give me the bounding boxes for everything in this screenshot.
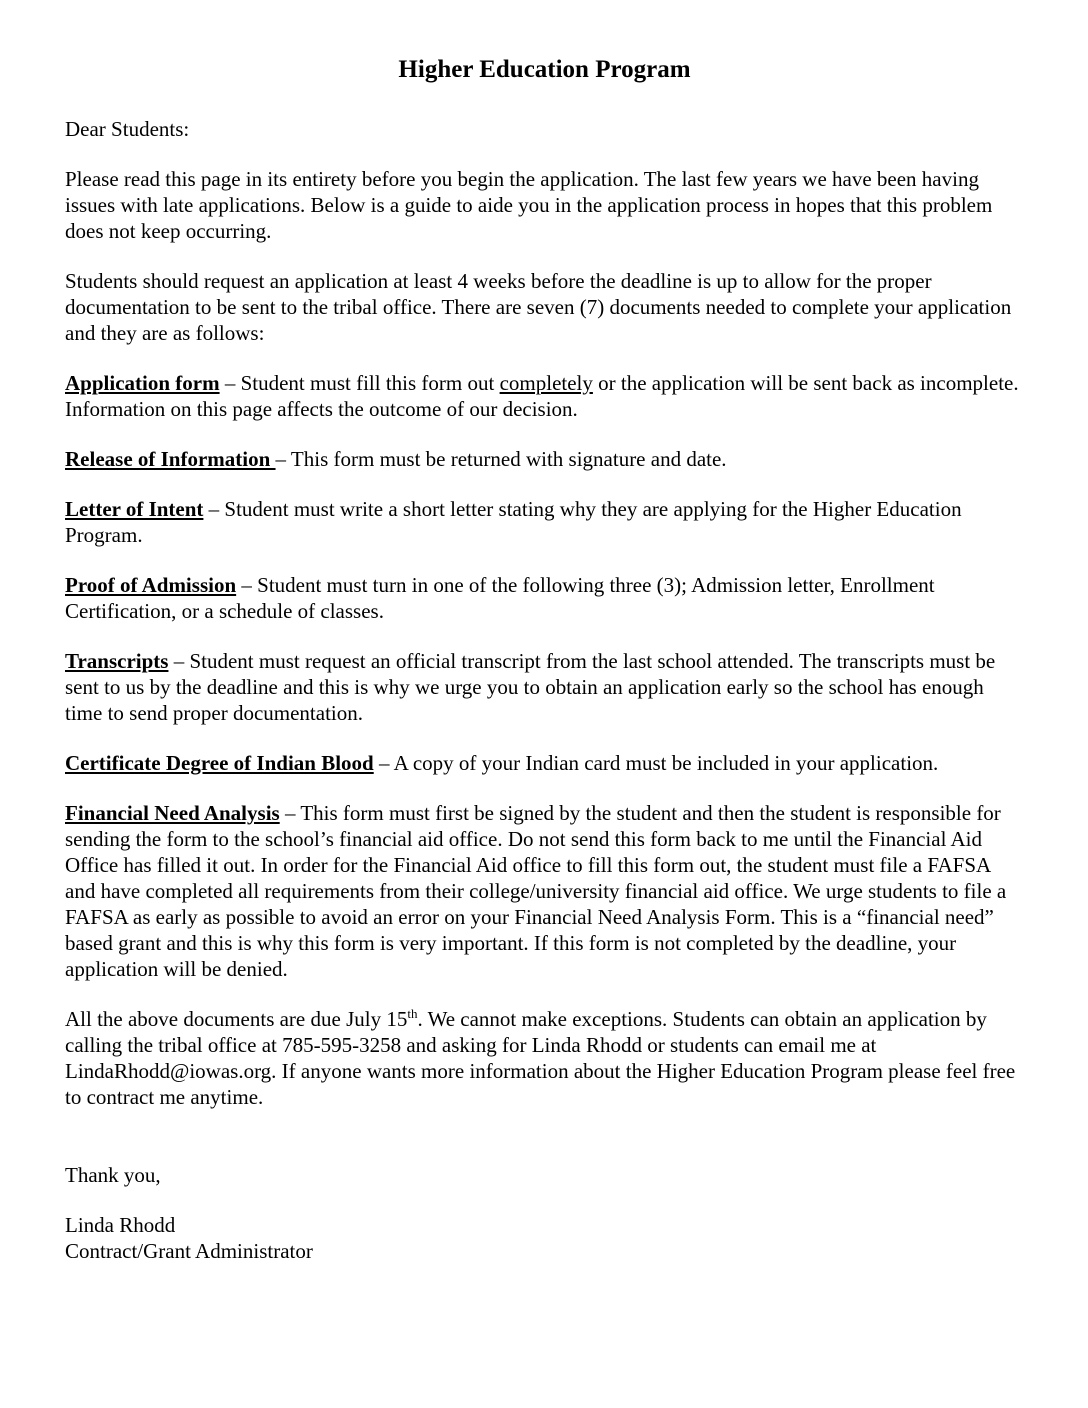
- item-certificate-degree-indian-blood: [65, 750, 1024, 776]
- item-proof-of-admission: [65, 572, 1024, 624]
- item-heading-certificate-degree-indian-blood: Certificate Degree of Indian Blood: [65, 751, 374, 775]
- item-body-text: – This form must be returned with signature and date.: [275, 447, 727, 471]
- salutation: Dear Students:: [65, 117, 190, 141]
- closing-text-post: . We cannot make exceptions. Students can obtain an application by calling the tribal office at 785-595-3258 and asking for Linda Rhodd or students can email me at LindaRhodd@iowas.org. If anyone wants more information about the Higher Education Program please feel free to contract me anytime.: [65, 1007, 1016, 1109]
- underlined-word-completely: completely: [499, 371, 593, 395]
- intro-paragraph: Please read this page in its entirety before you begin the application. The last few years we have been having issues with late applications. Below is a guide to aide you in the application process in hopes that this problem does not keep occurring.: [65, 167, 993, 243]
- item-body-text: – Student must turn in one of the following three (3); Admission letter, Enrollment Certification, or a schedule of classes.: [65, 573, 935, 623]
- closing-text-pre: All the above documents are due July 15: [65, 1007, 408, 1031]
- item-heading-proof-of-admission: Proof of Admission: [65, 573, 237, 597]
- item-release-of-information: [65, 446, 1024, 472]
- item-heading-financial-need-analysis: Financial Need Analysis: [65, 801, 280, 825]
- item-heading-application-form: Application form: [65, 371, 220, 395]
- item-financial-need-analysis: [65, 800, 1024, 982]
- closing-salutation: Thank you,: [65, 1163, 161, 1187]
- item-body-text: – Student must fill this form out: [219, 371, 500, 395]
- item-heading-release-of-information: Release of Information: [65, 447, 276, 471]
- item-body-text: – Student must write a short letter stating why they are applying for the Higher Education Program.: [65, 497, 962, 547]
- ordinal-superscript: th: [407, 1006, 418, 1021]
- item-body-text: – A copy of your Indian card must be included in your application.: [373, 751, 939, 775]
- item-heading-transcripts: Transcripts: [65, 649, 169, 673]
- item-transcripts: [65, 648, 1024, 726]
- signature-name: Linda Rhodd: [65, 1213, 176, 1237]
- request-paragraph: Students should request an application at least 4 weeks before the deadline is up to allow for the proper documentation to be sent to the tribal office. There are seven (7) documents needed to complete your application and they are as follows:: [65, 269, 1012, 345]
- item-application-form: [65, 370, 1024, 422]
- document-title: Higher Education Program: [398, 56, 691, 83]
- item-body-text: or the application will be sent back as incomplete. Information on this page affects the outcome of our decision.: [65, 371, 1019, 421]
- item-letter-of-intent: [65, 496, 1024, 548]
- signature-title: Contract/Grant Administrator: [65, 1239, 313, 1263]
- item-body-text: – This form must first be signed by the student and then the student is responsible for sending the form to the school’s financial aid office. Do not send this form back to me until the Financial Aid Office has filled it out. In order for the Financial Aid office to fill this form out, the student must file a FAFSA and have completed all requirements from their college/university financial aid office. We urge students to file a FAFSA as early as possible to avoid an error on your Financial Need Analysis Form. This is a “financial need” based grant and this is why this form is very important. If this form is not completed by the deadline, your application will be denied.: [65, 801, 1007, 981]
- item-body-text: – Student must request an official transcript from the last school attended. The transcripts must be sent to us by the deadline and this is why we urge you to obtain an application early so the school has enough time to send proper documentation.: [65, 649, 996, 725]
- closing-paragraph: [65, 1006, 1024, 1110]
- item-heading-letter-of-intent: Letter of Intent: [65, 497, 204, 521]
